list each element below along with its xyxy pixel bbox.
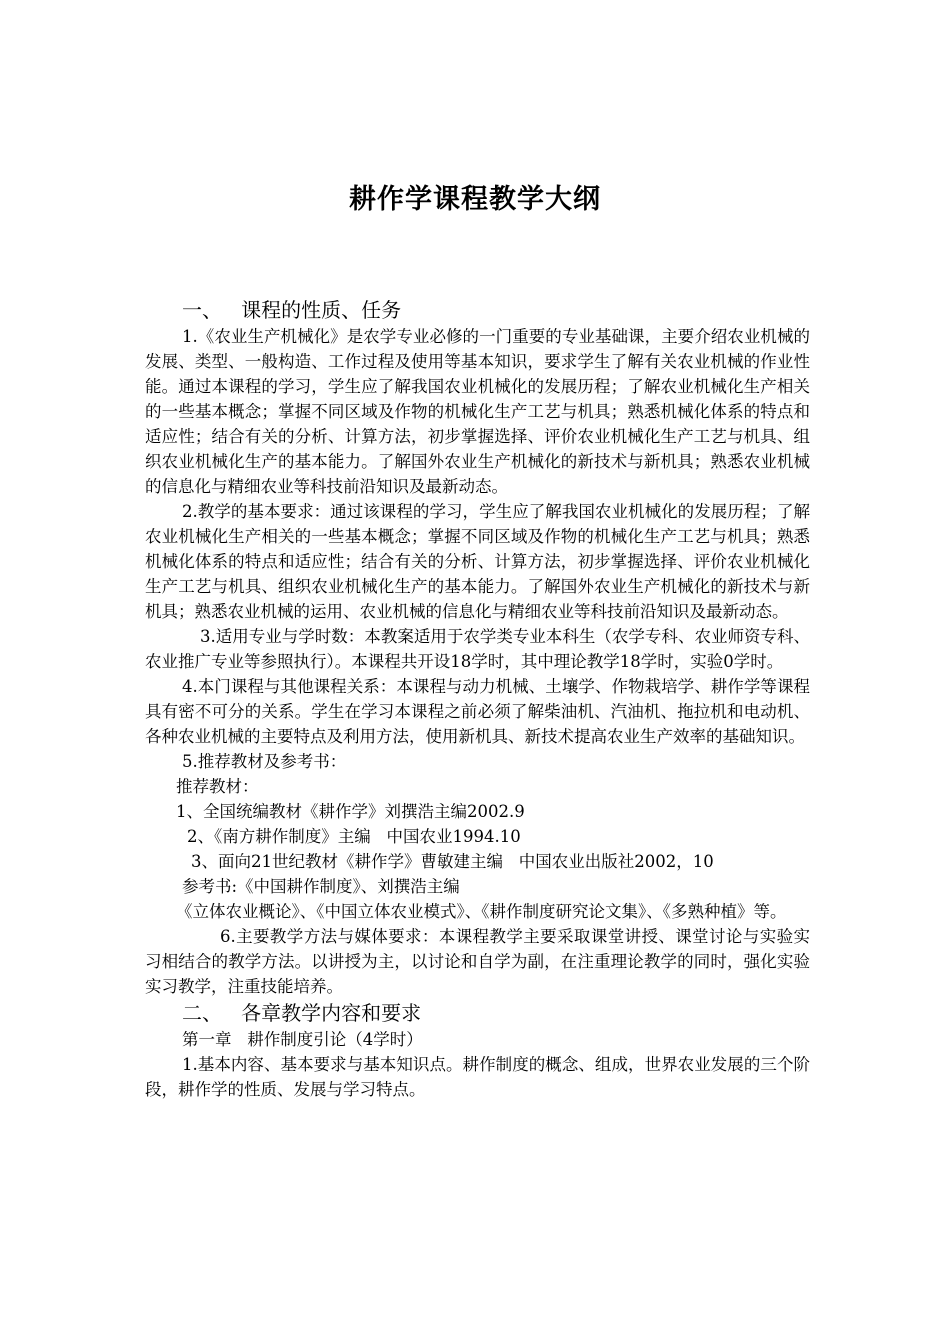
chapter-1-title: 第一章 耕作制度引论（4学时） (182, 1030, 423, 1049)
reference-books: 参考书:《中国耕作制度》、刘撰浩主编 (182, 877, 460, 896)
section-heading-chapter-contents: 二、 各章教学内容和要求 (182, 1001, 422, 1025)
paragraph-teaching-methods: 6.主要教学方法与媒体要求：本课程教学主要采取课堂讲授、课堂讨论与实验实习相结合的教学方法。以讲授为主，以讨论和自学为副，在注重理论教学的同时，强化实验实习教学，注重技能培养。 (145, 927, 810, 996)
paragraph-course-intro: 1.《农业生产机械化》是农学专业必修的一门重要的专业基础课，主要介绍农业机械的发展、类型、一般构造、工作过程及使用等基本知识，要求学生了解有关农业机械的作业性能。通过本课程的学习，学生应了解我国农业机械化的发展历程；了解农业机械化生产相关的一些基本概念；掌握不同区域及作物的机械化生产工艺与机具；熟悉机械化体系的特点和适应性；结合有关的分析、计算方法，初步掌握选择、评价农业机械化生产工艺与机具、组织农业机械化生产的基本能力。了解国外农业生产机械化的新技术与新机具；熟悉农业机械的信息化与精细农业等科技前沿知识及最新动态。 (145, 327, 810, 496)
textbook-item-3: 3、面向21世纪教材《耕作学》曹敏建主编 中国农业出版社2002，10 (191, 852, 714, 871)
paragraph-applicable-majors: 3.适用专业与学时数：本教案适用于农学类专业本科生（农学专科、农业师资专科、农业推广专业等参照执行）。本课程共开设18学时，其中理论教学18学时，实验0学时。 (145, 627, 810, 671)
textbooks-label: 推荐教材： (176, 777, 259, 796)
paragraph-recommended-books: 5.推荐教材及参考书： (182, 752, 347, 771)
chapter-1-paragraph: 1.基本内容、基本要求与基本知识点。耕作制度的概念、组成，世界农业发展的三个阶段，耕作学的性质、发展与学习特点。 (145, 1055, 810, 1099)
paragraph-course-relations: 4.本门课程与其他课程关系：本课程与动力机械、土壤学、作物栽培学、耕作学等课程具有密不可分的关系。学生在学习本课程之前必须了解柴油机、汽油机、拖拉机和电动机、各种农业机械的主要特点及利用方法，使用新机具、新技术提高农业生产效率的基础知识。 (145, 677, 810, 746)
textbook-item-1: 1、全国统编教材《耕作学》刘撰浩主编2002.9 (176, 802, 525, 821)
document-title: 耕作学课程教学大纲 (349, 184, 601, 215)
document-body (145, 296, 810, 1102)
section-heading-nature-tasks: 一、 课程的性质、任务 (182, 298, 402, 322)
paragraph-basic-requirements: 2.教学的基本要求：通过该课程的学习，学生应了解我国农业机械化的发展历程；了解农业机械化生产相关的一些基本概念；掌握不同区域及作物的机械化生产工艺与机具；熟悉机械化体系的特点和适应性；结合有关的分析、计算方法，初步掌握选择、评价农业机械化生产工艺与机具、组织农业机械化生产的基本能力。了解国外农业生产机械化的新技术与新机具；熟悉农业机械的运用、农业机械的信息化与精细农业等科技前沿知识及最新动态。 (145, 502, 810, 621)
textbook-item-2: 2、《南方耕作制度》主编 中国农业1994.10 (187, 827, 521, 846)
reference-books-more: 《立体农业概论》、《中国立体农业模式》、《耕作制度研究论文集》、《多熟种植》等。 (176, 902, 787, 921)
